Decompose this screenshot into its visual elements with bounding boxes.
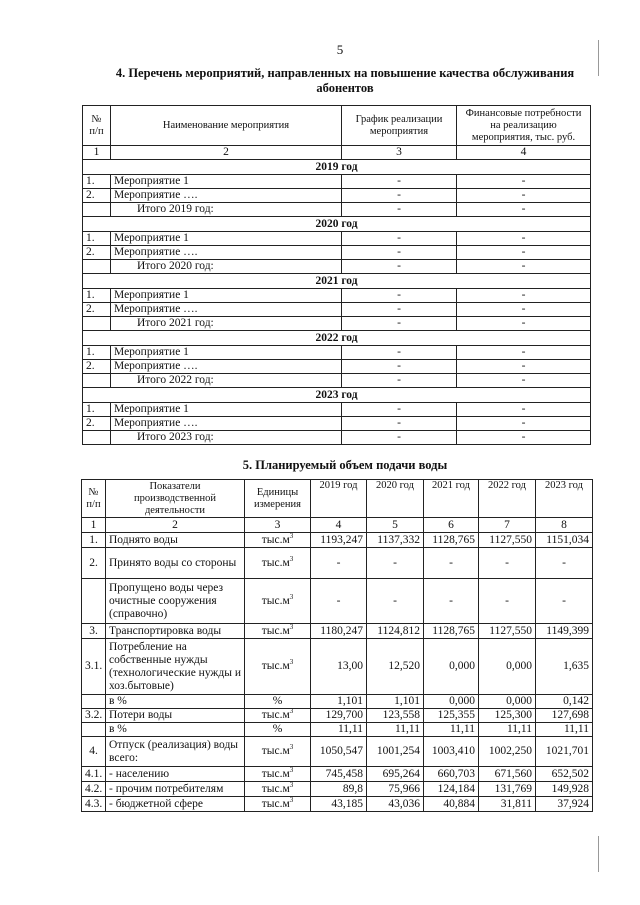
unit-label: тыс.м <box>261 745 290 757</box>
value-cell: 0,000 <box>479 695 536 709</box>
colnum-1: 1 <box>82 518 106 533</box>
colnum-7: 7 <box>479 518 536 533</box>
value-cell: 149,928 <box>536 782 593 797</box>
value-cell: - <box>367 548 424 579</box>
value-cell: 1,101 <box>367 695 424 709</box>
total-finance: - <box>457 374 591 388</box>
measure-finance: - <box>457 175 591 189</box>
measure-schedule: - <box>342 403 457 417</box>
scan-edge-mark <box>598 40 599 76</box>
unit-label: тыс.м <box>261 594 290 607</box>
value-cell: - <box>311 579 367 624</box>
unit-label: % <box>272 695 283 707</box>
measure-schedule: - <box>342 417 457 431</box>
row-num: 1. <box>82 533 106 548</box>
year-label: 2020 год <box>83 217 591 232</box>
indicator-name: в % <box>106 695 245 709</box>
measures-table <box>82 105 591 445</box>
header-year-2022: 2022 год <box>479 480 536 518</box>
value-cell: 125,355 <box>424 709 479 723</box>
value-cell: 124,184 <box>424 782 479 797</box>
unit-label: тыс.м <box>261 624 290 637</box>
header-indicator: Показатели производственной деятельности <box>106 480 245 518</box>
value-cell: 1127,550 <box>479 533 536 548</box>
year-row <box>83 160 591 175</box>
row-num <box>83 260 111 274</box>
row-num <box>83 317 111 331</box>
year-row <box>83 388 591 403</box>
value-cell: 11,11 <box>424 723 479 737</box>
value-cell: 12,520 <box>367 639 424 695</box>
unit-superscript: 3 <box>289 592 294 601</box>
measure-name: Мероприятие …. <box>111 417 342 431</box>
table-row <box>83 403 591 417</box>
page-number: 5 <box>336 42 344 57</box>
table-row <box>82 624 593 639</box>
total-label: Итого 2023 год: <box>111 431 342 445</box>
measure-name: Мероприятие …. <box>111 360 342 374</box>
value-cell: - <box>424 579 479 624</box>
row-num: 2. <box>83 246 111 260</box>
row-num: 4.1. <box>82 767 106 782</box>
total-row <box>83 374 591 388</box>
unit-cell <box>245 767 311 782</box>
value-cell: 123,558 <box>367 709 424 723</box>
measure-name: Мероприятие 1 <box>111 175 342 189</box>
year-row <box>83 331 591 346</box>
header-year-2019: 2019 год <box>311 480 367 518</box>
table-row <box>82 639 593 695</box>
measure-schedule: - <box>342 346 457 360</box>
row-num: 1. <box>83 175 111 189</box>
value-cell: 1193,247 <box>311 533 367 548</box>
unit-label: % <box>272 723 283 735</box>
table-row <box>83 360 591 374</box>
table-row <box>83 189 591 203</box>
value-cell: 11,11 <box>479 723 536 737</box>
value-cell: 75,966 <box>367 782 424 797</box>
measure-finance: - <box>457 403 591 417</box>
value-cell: 1050,547 <box>311 737 367 767</box>
section-5-title: 5. Планируемый объем подачи воды <box>242 458 448 472</box>
row-num: 3.2. <box>82 709 106 723</box>
measure-finance: - <box>457 189 591 203</box>
unit-cell <box>245 709 311 723</box>
unit-cell <box>245 639 311 695</box>
row-num: 4. <box>82 737 106 767</box>
year-row <box>83 274 591 289</box>
value-cell: 127,698 <box>536 709 593 723</box>
row-num <box>83 431 111 445</box>
measure-finance: - <box>457 346 591 360</box>
value-cell: 1151,034 <box>536 533 593 548</box>
measure-finance: - <box>457 417 591 431</box>
value-cell: - <box>479 579 536 624</box>
value-cell: 1180,247 <box>311 624 367 639</box>
measures-table-body <box>83 106 591 445</box>
measure-name: Мероприятие 1 <box>111 346 342 360</box>
year-label: 2021 год <box>83 274 591 289</box>
total-label: Итого 2019 год: <box>111 203 342 217</box>
value-cell: 43,036 <box>367 797 424 812</box>
table-row <box>82 767 593 782</box>
measure-schedule: - <box>342 289 457 303</box>
value-cell: - <box>367 579 424 624</box>
value-cell: 745,458 <box>311 767 367 782</box>
measure-finance: - <box>457 246 591 260</box>
indicator-name: Потери воды <box>106 709 245 723</box>
section-4-title <box>95 66 595 96</box>
unit-cell <box>245 723 311 737</box>
unit-superscript: 3 <box>289 623 294 631</box>
value-cell: 695,264 <box>367 767 424 782</box>
indicator-name: Отпуск (реализация) воды всего: <box>106 737 245 767</box>
value-cell: - <box>424 548 479 579</box>
unit-label: тыс.м <box>261 533 290 546</box>
row-num: 1. <box>83 289 111 303</box>
value-cell: 1149,399 <box>536 624 593 639</box>
value-cell: - <box>536 579 593 624</box>
value-cell: - <box>311 548 367 579</box>
value-cell: 89,8 <box>311 782 367 797</box>
total-label: Итого 2021 год: <box>111 317 342 331</box>
year-label: 2023 год <box>83 388 591 403</box>
header-year-2020: 2020 год <box>367 480 424 518</box>
unit-cell <box>245 782 311 797</box>
table-row <box>83 346 591 360</box>
total-finance: - <box>457 317 591 331</box>
table-row <box>82 797 593 812</box>
row-num: 1. <box>83 403 111 417</box>
value-cell: 43,185 <box>311 797 367 812</box>
total-finance: - <box>457 203 591 217</box>
table-row <box>82 579 593 624</box>
row-num: 3.1. <box>82 639 106 695</box>
value-cell: 1,635 <box>536 639 593 695</box>
value-cell: 31,811 <box>479 797 536 812</box>
header-year-2021: 2021 год <box>424 480 479 518</box>
colnum-3: 3 <box>245 518 311 533</box>
unit-cell <box>245 737 311 767</box>
unit-cell <box>245 624 311 639</box>
row-num <box>82 695 106 709</box>
year-row <box>83 217 591 232</box>
table-row <box>82 723 593 737</box>
row-num: 2. <box>83 303 111 317</box>
colnum-1: 1 <box>83 146 111 160</box>
value-cell: 125,300 <box>479 709 536 723</box>
unit-label: тыс.м <box>261 709 290 721</box>
total-finance: - <box>457 260 591 274</box>
indicator-name: в % <box>106 723 245 737</box>
value-cell: 11,11 <box>367 723 424 737</box>
section-4-title-line2: абонентов <box>316 81 374 95</box>
table-row <box>83 175 591 189</box>
row-num: 2. <box>83 360 111 374</box>
row-num: 3. <box>82 624 106 639</box>
table-row <box>82 709 593 723</box>
indicator-name: - прочим потребителям <box>106 782 245 797</box>
row-num: 4.2. <box>82 782 106 797</box>
colnum-4: 4 <box>457 146 591 160</box>
value-cell: 1021,701 <box>536 737 593 767</box>
measures-header-row <box>83 106 591 146</box>
colnum-6: 6 <box>424 518 479 533</box>
total-schedule: - <box>342 431 457 445</box>
row-num: 4.3. <box>82 797 106 812</box>
row-num: 1. <box>83 232 111 246</box>
value-cell: 1127,550 <box>479 624 536 639</box>
table-row <box>82 782 593 797</box>
total-schedule: - <box>342 260 457 274</box>
measure-name: Мероприятие 1 <box>111 403 342 417</box>
colnum-8: 8 <box>536 518 593 533</box>
unit-superscript: 3 <box>289 743 294 752</box>
indicator-name: Пропущено воды через очистные сооружения (справочно) <box>106 579 245 624</box>
total-row <box>83 260 591 274</box>
value-cell: 0,000 <box>479 639 536 695</box>
value-cell: 1128,765 <box>424 624 479 639</box>
year-label: 2022 год <box>83 331 591 346</box>
unit-cell <box>245 548 311 579</box>
row-num <box>83 203 111 217</box>
row-num <box>83 374 111 388</box>
header-unit: Единицы измерения <box>245 480 311 518</box>
scan-edge-mark <box>598 836 599 872</box>
colnum-2: 2 <box>111 146 342 160</box>
table-row <box>82 737 593 767</box>
indicator-name: Поднято воды <box>106 533 245 548</box>
row-num <box>82 723 106 737</box>
unit-superscript: 3 <box>289 708 294 716</box>
measure-name: Мероприятие …. <box>111 246 342 260</box>
row-num: 1. <box>83 346 111 360</box>
value-cell: 1001,254 <box>367 737 424 767</box>
row-num <box>82 579 106 624</box>
table-row <box>83 303 591 317</box>
measure-schedule: - <box>342 303 457 317</box>
measure-name: Мероприятие …. <box>111 303 342 317</box>
total-row <box>83 317 591 331</box>
value-cell: - <box>479 548 536 579</box>
unit-label: тыс.м <box>261 660 290 672</box>
total-row <box>83 203 591 217</box>
value-cell: 1124,812 <box>367 624 424 639</box>
measure-schedule: - <box>342 232 457 246</box>
measure-finance: - <box>457 360 591 374</box>
table-row <box>82 533 593 548</box>
colnum-2: 2 <box>106 518 245 533</box>
table-row <box>82 548 593 579</box>
measures-colnum-row <box>83 146 591 160</box>
value-cell: 131,769 <box>479 782 536 797</box>
measure-finance: - <box>457 303 591 317</box>
unit-cell <box>245 579 311 624</box>
indicator-name: Потребление на собственные нужды (технологические нужды и хоз.бытовые) <box>106 639 245 695</box>
unit-cell <box>245 533 311 548</box>
year-label: 2019 год <box>83 160 591 175</box>
table-row <box>83 417 591 431</box>
value-cell: - <box>536 548 593 579</box>
unit-superscript: 3 <box>289 554 294 563</box>
value-cell: 1137,332 <box>367 533 424 548</box>
value-cell: 0,142 <box>536 695 593 709</box>
colnum-3: 3 <box>342 146 457 160</box>
measure-name: Мероприятие 1 <box>111 289 342 303</box>
indicator-name: Принято воды со стороны <box>106 548 245 579</box>
value-cell: 671,560 <box>479 767 536 782</box>
value-cell: 11,11 <box>311 723 367 737</box>
value-cell: 1128,765 <box>424 533 479 548</box>
value-cell: 0,000 <box>424 695 479 709</box>
value-cell: 13,00 <box>311 639 367 695</box>
value-cell: 1,101 <box>311 695 367 709</box>
indicator-name: - населению <box>106 767 245 782</box>
measure-name: Мероприятие …. <box>111 189 342 203</box>
row-num: 2. <box>83 417 111 431</box>
measure-finance: - <box>457 289 591 303</box>
unit-superscript: 3 <box>289 658 294 667</box>
water-supply-table-body <box>82 480 593 812</box>
water-colnum-row <box>82 518 593 533</box>
unit-superscript: 3 <box>289 781 294 789</box>
value-cell: 40,884 <box>424 797 479 812</box>
measure-schedule: - <box>342 175 457 189</box>
value-cell: 129,700 <box>311 709 367 723</box>
total-schedule: - <box>342 203 457 217</box>
unit-superscript: 3 <box>289 796 294 804</box>
total-row <box>83 431 591 445</box>
unit-label: тыс.м <box>261 782 290 795</box>
measure-name: Мероприятие 1 <box>111 232 342 246</box>
table-row <box>83 232 591 246</box>
water-supply-table <box>81 479 593 812</box>
unit-label: тыс.м <box>261 556 290 569</box>
value-cell: 0,000 <box>424 639 479 695</box>
header-schedule: График реализации мероприятия <box>342 106 457 146</box>
header-year-2023: 2023 год <box>536 480 593 518</box>
colnum-5: 5 <box>367 518 424 533</box>
measure-schedule: - <box>342 360 457 374</box>
unit-superscript: 3 <box>289 766 294 774</box>
value-cell: 1002,250 <box>479 737 536 767</box>
total-schedule: - <box>342 317 457 331</box>
unit-cell <box>245 695 311 709</box>
total-finance: - <box>457 431 591 445</box>
total-label: Итого 2020 год: <box>111 260 342 274</box>
unit-superscript: 3 <box>289 532 294 540</box>
unit-label: тыс.м <box>261 797 290 810</box>
row-num: 2. <box>82 548 106 579</box>
colnum-4: 4 <box>311 518 367 533</box>
value-cell: 11,11 <box>536 723 593 737</box>
measure-schedule: - <box>342 189 457 203</box>
section-4-title-line1: 4. Перечень мероприятий, направленных на повышение качества обслуживания <box>115 66 575 80</box>
indicator-name: - бюджетной сфере <box>106 797 245 812</box>
total-label: Итого 2022 год: <box>111 374 342 388</box>
table-row <box>83 289 591 303</box>
unit-label: тыс.м <box>261 767 290 780</box>
indicator-name: Транспортировка воды <box>106 624 245 639</box>
header-num: № п/п <box>82 480 106 518</box>
header-num: № п/п <box>83 106 111 146</box>
measure-finance: - <box>457 232 591 246</box>
value-cell: 37,924 <box>536 797 593 812</box>
row-num: 2. <box>83 189 111 203</box>
table-row <box>83 246 591 260</box>
value-cell: 1003,410 <box>424 737 479 767</box>
value-cell: 660,703 <box>424 767 479 782</box>
measure-schedule: - <box>342 246 457 260</box>
value-cell: 652,502 <box>536 767 593 782</box>
header-name: Наименование мероприятия <box>111 106 342 146</box>
unit-cell <box>245 797 311 812</box>
water-header-row <box>82 480 593 518</box>
total-schedule: - <box>342 374 457 388</box>
header-finance: Финансовые потребности на реализацию мероприятия, тыс. руб. <box>457 106 591 146</box>
table-row <box>82 695 593 709</box>
